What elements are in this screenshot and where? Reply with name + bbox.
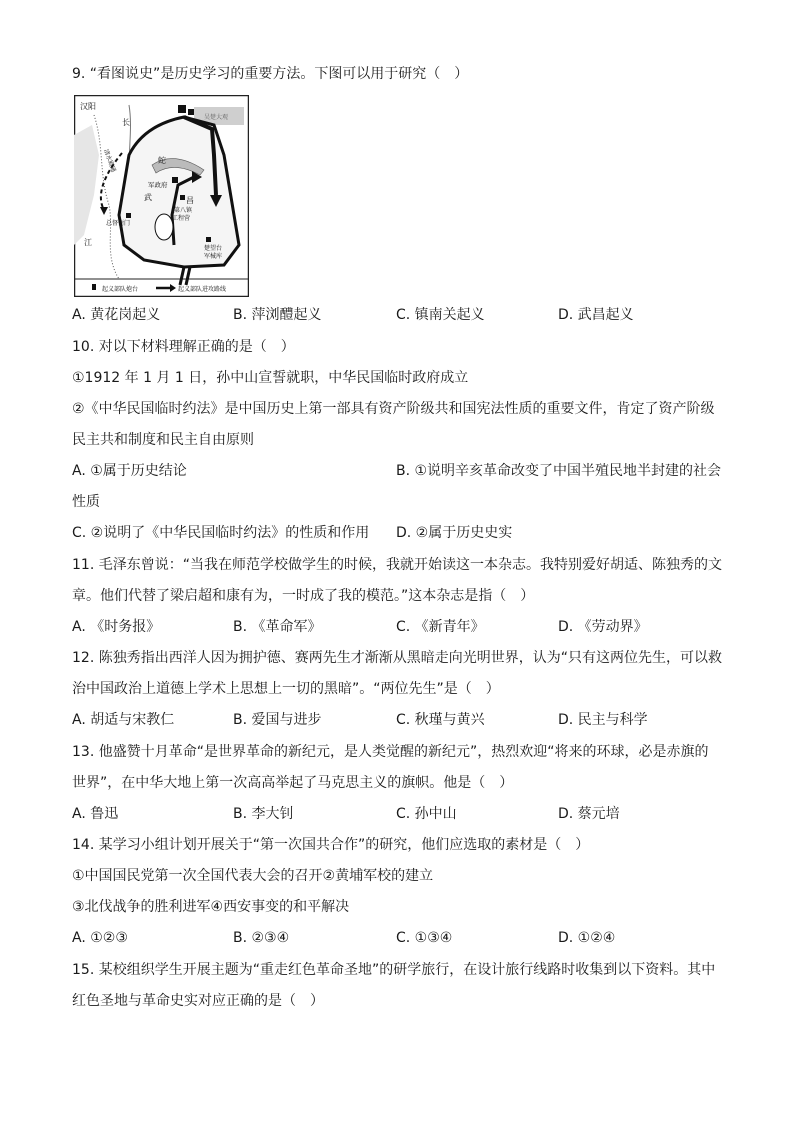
q12-option-d: D. 民主与科学 xyxy=(558,712,648,728)
svg-text:长: 长 xyxy=(122,118,130,127)
q10-option-d: D. ②属于历史史实 xyxy=(396,525,513,541)
map-legend-artillery: 起义部队炮台 xyxy=(102,286,139,293)
map-legend-route: 起义部队进攻路线 xyxy=(178,286,227,293)
svg-text:清水殿通: 清水殿通 xyxy=(102,148,117,174)
q13-stem-cont: 世界”，在中华大地上第一次高高举起了马克思主义的旗帜。他是（ ） xyxy=(72,775,514,791)
svg-text:军械库: 军械库 xyxy=(204,253,223,260)
q10-material-2: ②《中华民国临时约法》是中国历史上第一部具有资产阶级共和国宪法性质的重要文件，肯定了资产阶级 xyxy=(72,401,715,417)
q12-stem: 12. 陈独秀指出西洋人因为拥护德、赛两先生才渐渐从黑暗走向光明世界，认为“只有这两位先生，可以救 xyxy=(72,650,722,666)
q14-material-2: ③北伐战争的胜利进军④西安事变的和平解决 xyxy=(72,899,350,915)
q12-option-c: C. 秋瑾与黄兴 xyxy=(396,712,485,728)
q11-option-b: B. 《革命军》 xyxy=(233,619,322,635)
q9-option-b: B. 萍浏醴起义 xyxy=(233,307,322,323)
q10-material-1: ①1912 年 1 月 1 日，孙中山宣誓就职，中华民国临时政府成立 xyxy=(72,370,469,386)
svg-text:楚望台: 楚望台 xyxy=(204,245,223,252)
svg-text:昌: 昌 xyxy=(186,196,194,205)
q15-stem: 15. 某校组织学生开展主题为“重走红色革命圣地”的研学旅行，在设计旅行线路时收集到以下资料。其中 xyxy=(72,962,716,978)
q13-stem: 13. 他盛赞十月革命“是世界革命的新纪元，是人类觉醒的新纪元”，热烈欢迎“将来的环球，必是赤旗的 xyxy=(72,744,709,760)
q14-stem: 14. 某学习小组计划开展关于“第一次国共合作”的研究，他们应选取的素材是（ ） xyxy=(72,837,590,853)
q15-stem-cont: 红色圣地与革命史实对应正确的是（ ） xyxy=(72,993,324,1009)
q12-stem-cont: 治中国政治上道德上学术上思想上一切的黑暗”。“两位先生”是（ ） xyxy=(72,681,500,697)
q11-option-a: A. 《时务报》 xyxy=(72,619,161,635)
q13-option-d: D. 蔡元培 xyxy=(558,806,620,822)
q9-option-d: D. 武昌起义 xyxy=(558,307,634,323)
svg-text:蛇: 蛇 xyxy=(158,156,166,165)
q10-material-2-cont: 民主共和制度和民主自由原则 xyxy=(72,432,254,448)
svg-text:江: 江 xyxy=(84,238,92,247)
q9-stem: 9. “看图说史”是历史学习的重要方法。下图可以用于研究（ ） xyxy=(72,66,469,82)
q9-option-c: C. 镇南关起义 xyxy=(396,307,485,323)
svg-text:工程营: 工程营 xyxy=(172,215,191,222)
q12-option-b: B. 爱国与进步 xyxy=(233,712,322,728)
q10-stem: 10. 对以下材料理解正确的是（ ） xyxy=(72,339,295,355)
wuchang-uprising-map xyxy=(74,95,249,297)
q10-option-c: C. ②说明了《中华民国临时约法》的性质和作用 xyxy=(72,525,370,541)
q11-option-c: C. 《新青年》 xyxy=(396,619,485,635)
svg-text:吴楚大观: 吴楚大观 xyxy=(204,114,229,121)
q14-material-1: ①中国国民党第一次全国代表大会的召开②黄埔军校的建立 xyxy=(72,868,434,884)
q10-option-b: B. ①说明辛亥革命改变了中国半殖民地半封建的社会 xyxy=(396,463,722,479)
q11-stem-cont: 章。他们代替了梁启超和康有为，一时成了我的模范。”这本杂志是指（ ） xyxy=(72,588,535,604)
q9-option-a: A. 黄花岗起义 xyxy=(72,307,161,323)
q13-option-b: B. 李大钊 xyxy=(233,806,294,822)
q12-option-a: A. 胡适与宋教仁 xyxy=(72,712,175,728)
map-label-hanyang: 汉阳 xyxy=(80,102,96,111)
q11-stem: 11. 毛泽东曾说：“当我在师范学校做学生的时候，我就开始读这一本杂志。我特别爱好胡适、陈独秀的文 xyxy=(72,557,722,573)
svg-text:武: 武 xyxy=(144,193,152,202)
q11-option-d: D. 《劳动界》 xyxy=(558,619,648,635)
q14-option-a: A. ①②③ xyxy=(72,930,128,946)
q10-option-b-cont: 性质 xyxy=(72,494,100,510)
q14-option-d: D. ①②④ xyxy=(558,930,616,946)
svg-text:军政府: 军政府 xyxy=(148,181,168,189)
q14-option-b: B. ②③④ xyxy=(233,930,290,946)
q10-option-a: A. ①属于历史结论 xyxy=(72,463,187,479)
svg-text:总督衙门: 总督衙门 xyxy=(106,220,131,227)
q13-option-c: C. 孙中山 xyxy=(396,806,457,822)
q14-option-c: C. ①③④ xyxy=(396,930,453,946)
q13-option-a: A. 鲁迅 xyxy=(72,806,119,822)
svg-text:第八镇: 第八镇 xyxy=(174,207,193,214)
